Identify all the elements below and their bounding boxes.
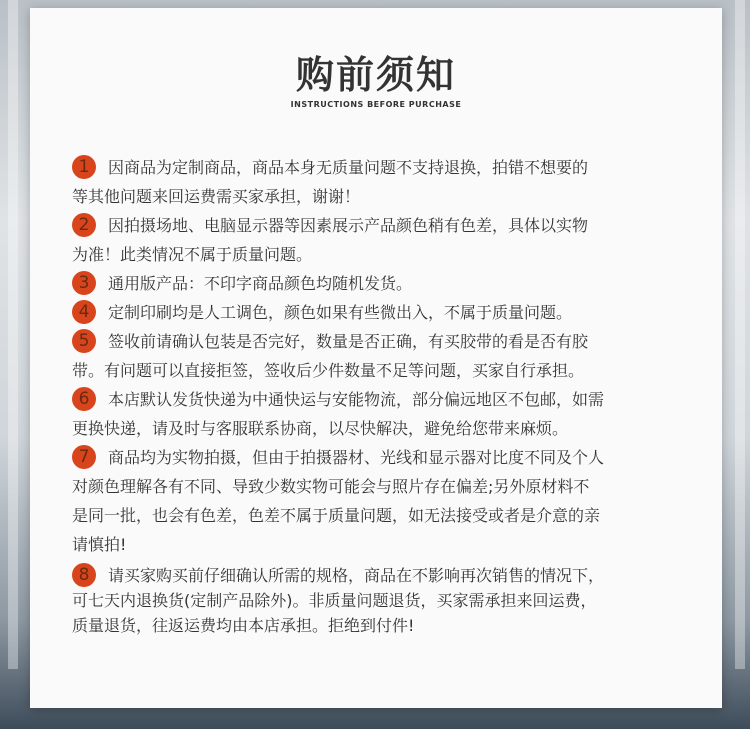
notice-text: 质量退货，往返运费均由本店承担。拒绝到付件!	[72, 616, 415, 635]
page-title: 购前须知	[295, 53, 456, 97]
notice-item	[72, 269, 692, 298]
notice-line	[72, 298, 692, 327]
notice-line	[72, 563, 692, 588]
notice-line	[72, 211, 692, 240]
notice-line	[72, 269, 692, 298]
notice-text: 带。有问题可以直接拒签，签收后少件数量不足等问题，买家自行承担。	[72, 361, 585, 380]
notice-item	[72, 385, 692, 443]
notice-line	[72, 588, 692, 613]
notice-line	[72, 414, 692, 443]
notice-text: 可七天内退换货(定制产品除外)。非质量问题退货，买家需承担来回运费，	[72, 591, 597, 610]
notice-item	[72, 211, 692, 269]
notice-item	[72, 298, 692, 327]
notice-line	[72, 530, 692, 559]
number-badge: 7	[72, 445, 96, 469]
number-badge: 4	[72, 300, 96, 324]
notice-text: 为准！此类情况不属于质量问题。	[72, 245, 313, 264]
notice-text: 签收前请确认包装是否完好，数量是否正确，有买胶带的看是否有胶	[108, 332, 589, 351]
number-badge: 6	[72, 387, 96, 411]
notice-text: 请买家购买前仔细确认所需的规格，商品在不影响再次销售的情况下，	[108, 566, 605, 585]
number-badge: 8	[72, 563, 96, 587]
notice-text: 因商品为定制商品，商品本身无质量问题不支持退换，拍错不想要的	[108, 158, 589, 177]
notice-line	[72, 613, 692, 638]
number-badge: 3	[72, 271, 96, 295]
notice-item	[72, 327, 692, 385]
notice-item	[72, 563, 692, 638]
notice-line	[72, 385, 692, 414]
background-window-frame	[735, 0, 745, 669]
notice-text: 请慎拍!	[72, 535, 127, 554]
notice-line	[72, 182, 692, 211]
notice-line	[72, 501, 692, 530]
notice-text: 是同一批，也会有色差，色差不属于质量问题，如无法接受或者是介意的亲	[72, 506, 601, 525]
notice-line	[72, 472, 692, 501]
notice-text: 对颜色理解各有不同、导致少数实物可能会与照片存在偏差;另外原材料不	[72, 477, 590, 496]
notice-item	[72, 443, 692, 559]
notice-line	[72, 443, 692, 472]
notice-text: 等其他问题来回运费需买家承担，谢谢！	[72, 187, 361, 206]
notice-line	[72, 153, 692, 182]
notice-list	[72, 153, 692, 638]
notice-text: 定制印刷均是人工调色，颜色如果有些微出入，不属于质量问题。	[108, 303, 573, 322]
number-badge: 5	[72, 329, 96, 353]
notice-line	[72, 240, 692, 269]
notice-text: 本店默认发货快递为中通快运与安能物流，部分偏远地区不包邮，如需	[108, 390, 605, 409]
notice-text: 通用版产品：不印字商品颜色均随机发货。	[108, 274, 413, 293]
notice-item	[72, 153, 692, 211]
page-subtitle: INSTRUCTIONS BEFORE PURCHASE	[290, 100, 462, 109]
number-badge: 1	[72, 155, 96, 179]
notice-line	[72, 327, 692, 356]
background-window-frame	[8, 0, 18, 669]
notice-text: 更换快递，请及时与客服联系协商，以尽快解决，避免给您带来麻烦。	[72, 419, 569, 438]
number-badge: 2	[72, 213, 96, 237]
notice-line	[72, 356, 692, 385]
notice-text: 商品均为实物拍摄，但由于拍摄器材、光线和显示器对比度不同及个人	[108, 448, 605, 467]
notice-text: 因拍摄场地、电脑显示器等因素展示产品颜色稍有色差，具体以实物	[108, 216, 589, 235]
notice-card	[30, 8, 722, 708]
